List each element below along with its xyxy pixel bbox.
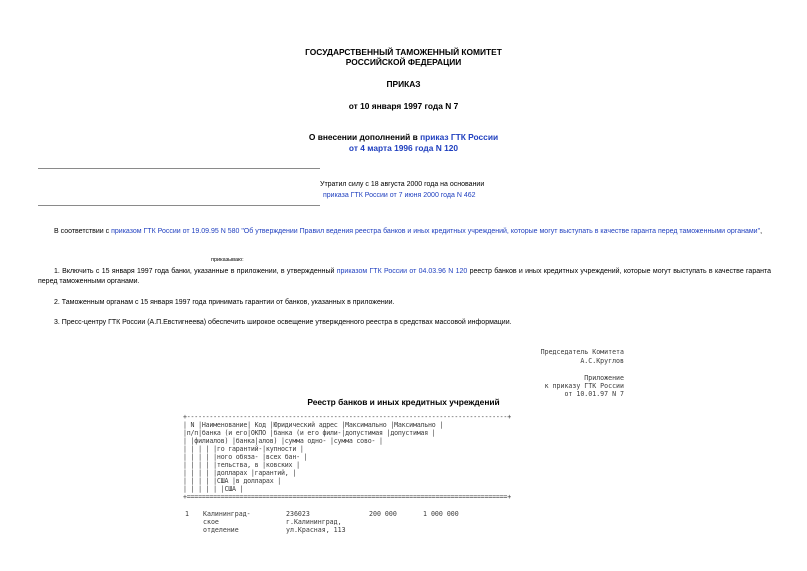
committee-name-line2: РОССИЙСКОЙ ФЕДЕРАЦИИ [345,57,462,67]
document-subject [0,132,807,142]
subject-link-date[interactable]: от 4 марта 1996 года N 120 [348,143,459,153]
appendix-line3: от 10.01.97 N 7 [564,390,624,398]
status-link[interactable]: приказа ГТК России от 7 июня 2000 года N 462 [323,192,476,199]
document-date-number: от 10 января 1997 года N 7 [348,101,459,111]
appendix-line1: Приложение [584,374,624,382]
committee-name-line1: ГОСУДАРСТВЕННЫЙ ТАМОЖЕННЫЙ КОМИТЕТ [305,47,502,57]
item1-link[interactable]: приказом ГТК России от 04.03.96 N 120 [336,268,468,275]
order-item-3: 3. Пресс-центру ГТК России (А.П.Евстигнеева) обеспечить широкое освещение утвержденного реестра в средствах массовой информации. [54,319,512,326]
preamble-suffix: , [760,228,763,235]
row1-bank-name: Калининград- ское отделение [203,510,251,534]
row1-single-guarantee: 200 000 [369,510,397,518]
order-item-1 [38,267,771,287]
subject-link-date-line [0,143,807,153]
signature-position: Председатель Комитета [540,348,624,356]
signature-name: А.С.Круглов [580,357,624,365]
row1-total-guarantees: 1 000 000 [423,510,459,518]
divider-top [38,168,320,169]
preamble-prefix: В соответствии с [54,228,112,235]
registry-table-header: +-------------------------------------------------------------------------------------+ | N |Наименование| Код |Юридический адрес |Максимально |Максимально | |п/п|банка (и его|ОКПО |банка (и его фили-|допустимая |допустимая | | |филиалов) |банка|алов) |сумма одно- |сумма сово- | | | | | |го гарантий-|купности | | | | | |ного обяза- |всех бан- | | | | | |тельства, в |ковских | | | | | |долларах |гарантий, | | | | | |США |в долларах | | | | | | |США | +=====================================================================================+ [183,413,511,501]
appendix-line2: к приказу ГТК России [544,382,624,390]
order-item-2: 2. Таможенным органам с 15 января 1997 года принимать гарантии от банков, указанных в приложении. [54,299,395,306]
row1-address: 236023 г.Калининград, ул.Красная, 113 [286,510,346,534]
status-line: Утратил силу с 18 августа 2000 года на основании [320,181,485,188]
subject-prefix: О внесении дополнений в [308,132,421,142]
document-type: ПРИКАЗ [386,79,421,89]
subject-link-order[interactable]: приказ ГТК России [420,132,499,142]
item1-prefix: 1. Включить с 15 января 1997 года банки, указанные в приложении, в утвержденный [54,268,337,275]
order-word: приказываю: [211,257,244,263]
registry-title: Реестр банков и иных кредитных учреждений [307,397,500,407]
preamble-paragraph [38,227,771,237]
divider-bottom [38,205,320,206]
item1-suffix: реестр банков и иных кредитных учреждений, которые могут выступать в качестве гаранта перед таможенными органами. [38,268,772,285]
status-link-line [323,191,583,200]
row1-number: 1 [185,510,189,518]
preamble-link[interactable]: приказом ГТК России от 19.09.95 N 580 "Об утверждении Правил ведения реестра банков и иных кредитных учреждений, которые могут выступать в качестве гаранта перед таможенными органами" [111,228,761,235]
